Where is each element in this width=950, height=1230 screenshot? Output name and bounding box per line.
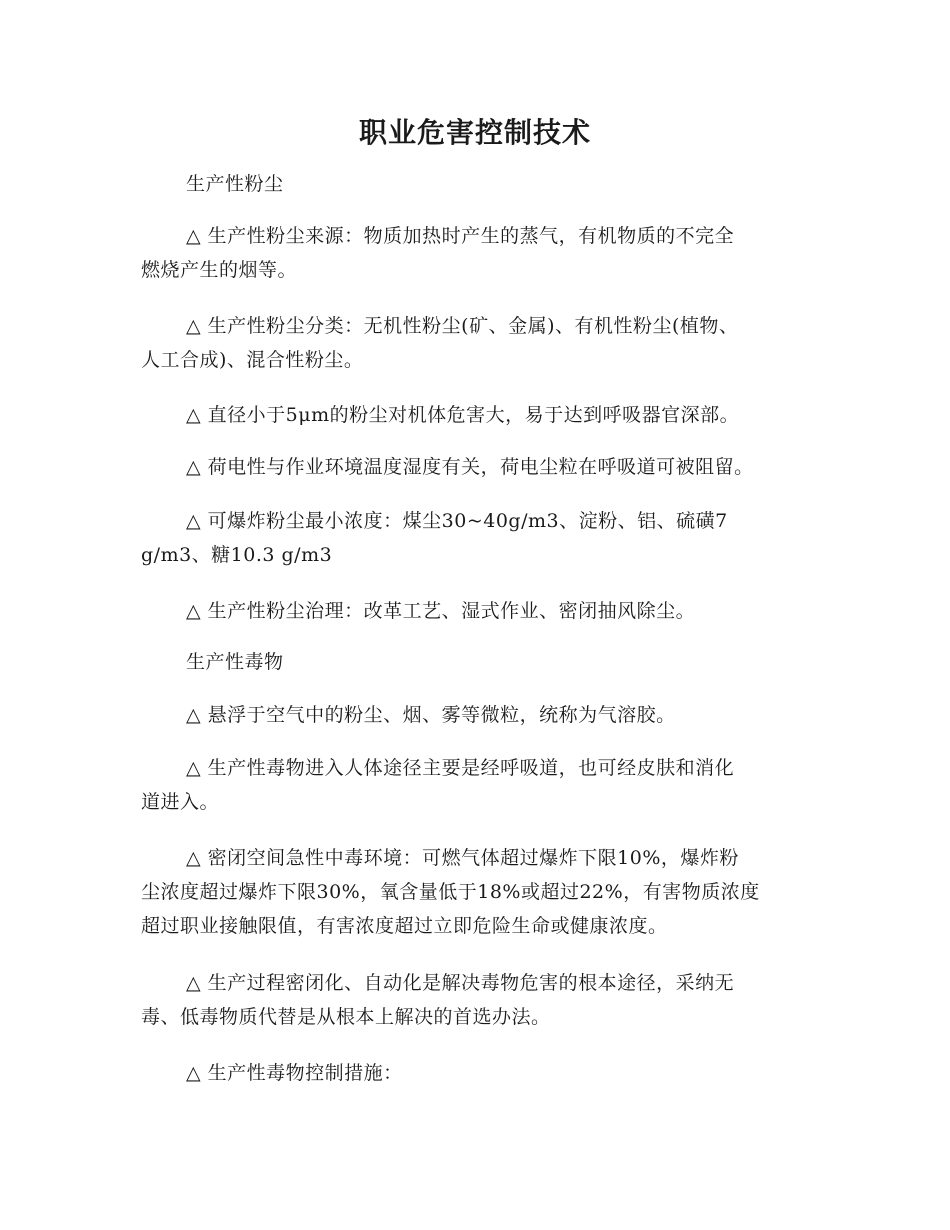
text-line: 燃烧产生的烟等。 — [141, 259, 298, 281]
text-line: g/m3、糖10.3 g/m3 — [141, 544, 333, 566]
document-title: 职业危害控制技术 — [358, 116, 591, 149]
paragraph-charge — [141, 450, 821, 484]
paragraph-particle-size — [141, 398, 821, 432]
text-line: 尘浓度超过爆炸下限30%，氧含量低于18%或超过22%，有害物质浓度 — [141, 881, 760, 903]
text-line: 人工合成)、混合性粉尘。 — [141, 349, 364, 371]
paragraph-confined-space — [141, 841, 821, 943]
text-line: △ 可爆炸粉尘最小浓度：煤尘30~40g/m3、淀粉、铝、硫磺7 — [186, 510, 728, 532]
text-line: △ 生产性粉尘治理：改革工艺、湿式作业、密闭抽风除尘。 — [186, 600, 696, 622]
text-line: 道进入。 — [141, 791, 220, 813]
text-line: △ 生产性毒物进入人体途径主要是经呼吸道，也可经皮肤和消化 — [186, 757, 735, 779]
paragraph-exposure-route — [141, 751, 821, 819]
paragraph-enclosure-automation — [141, 966, 821, 1034]
paragraph-explosive-dust — [141, 504, 821, 572]
text-line: △ 密闭空间急性中毒环境：可燃气体超过爆炸下限10%，爆炸粉 — [186, 847, 739, 869]
paragraph-aerosol — [141, 698, 821, 732]
text-line: 毒、低毒物质代替是从根本上解决的首选办法。 — [141, 1006, 551, 1028]
text-line: △ 荷电性与作业环境温度湿度有关，荷电尘粒在呼吸道可被阻留。 — [186, 456, 754, 478]
document-page — [141, 0, 821, 1230]
text-line: △ 生产性粉尘来源：物质加热时产生的蒸气，有机物质的不完全 — [186, 225, 735, 247]
paragraph-dust-control — [141, 594, 821, 628]
text-line: △ 悬浮于空气中的粉尘、烟、雾等微粒，统称为气溶胶。 — [186, 704, 676, 726]
section-heading-dust — [141, 167, 821, 201]
text-line: △ 直径小于5μm的粉尘对机体危害大，易于达到呼吸器官深部。 — [186, 404, 740, 426]
text-line: 超过职业接触限值，有害浓度超过立即危险生命或健康浓度。 — [141, 915, 668, 937]
paragraph-dust-source — [141, 219, 821, 287]
section-heading-toxicants — [141, 645, 821, 679]
text-line: △ 生产性粉尘分类：无机性粉尘(矿、金属)、有机性粉尘(植物、 — [186, 315, 739, 337]
text-line: △ 生产性毒物控制措施： — [186, 1062, 403, 1084]
text-line: 生产性粉尘 — [186, 173, 284, 195]
paragraph-dust-classification — [141, 309, 821, 377]
text-line: △ 生产过程密闭化、自动化是解决毒物危害的根本途径，采纳无 — [186, 972, 735, 994]
text-line: 生产性毒物 — [186, 651, 284, 673]
paragraph-toxicant-control — [141, 1056, 821, 1090]
